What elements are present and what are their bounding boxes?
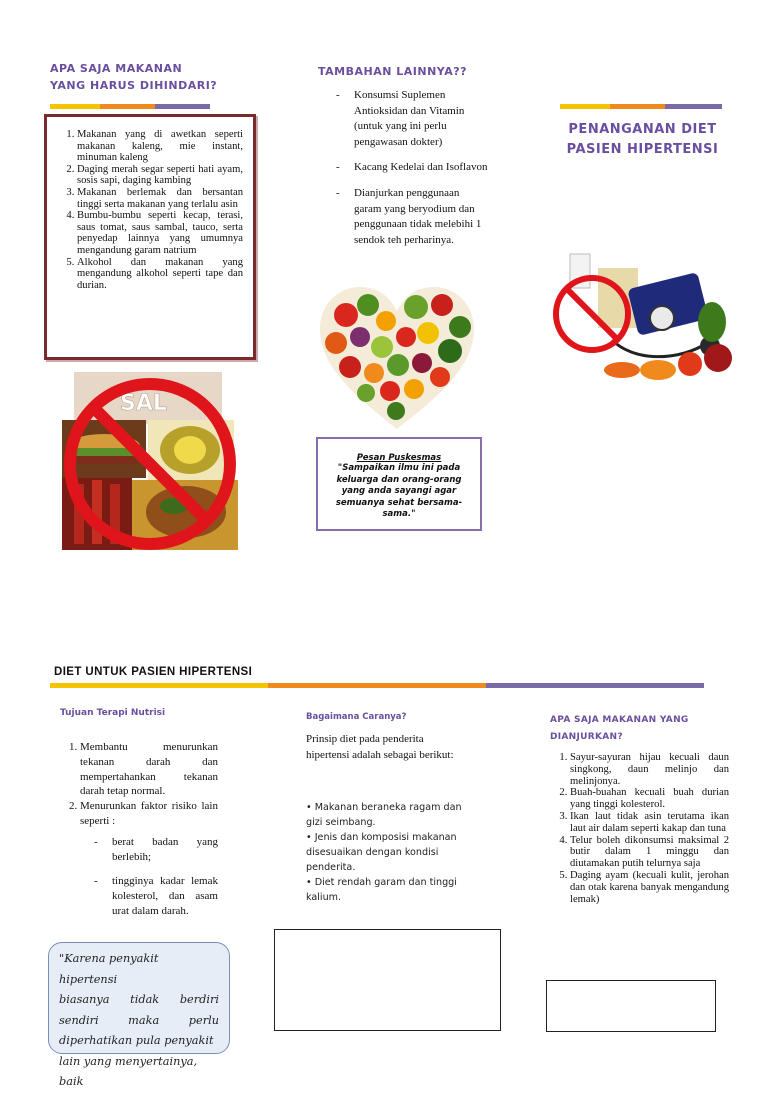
nutrition-goals-list xyxy=(58,740,218,829)
divider-bar xyxy=(486,683,704,688)
forbidden-foods-illustration xyxy=(62,372,238,550)
divider-bar xyxy=(155,104,210,109)
avoid-foods-heading: APA SAJA MAKANAN YANG HARUS DIHINDARI? xyxy=(50,62,218,92)
list-item: - berat badan yang berlebih; xyxy=(94,835,218,865)
list-item: 1. Membantu menurunkan tekanan darah dan mempertahankan tekanan darah tetap normal. xyxy=(80,740,218,799)
list-item: 2. Menurunkan faktor risiko lain seperti : xyxy=(80,799,218,829)
additional-heading: TAMBAHAN LAINNYA?? xyxy=(318,65,467,78)
empty-box xyxy=(274,929,501,1031)
divider-bar xyxy=(268,683,486,688)
list-item: 3. Makanan berlemak dan bersantan tinggi serta makanan yang terlalu asin xyxy=(77,187,243,210)
diet-principles xyxy=(306,800,466,905)
quote-line: sendiri maka perlu xyxy=(59,1013,219,1027)
diet-principle-intro: Prinsip diet pada penderita hipertensi adalah sebagai berikut: xyxy=(306,733,454,761)
vegetable-heart-illustration xyxy=(316,285,478,431)
how-to-heading: Bagaimana Caranya? xyxy=(306,712,407,722)
list-item: 4. Bumbu-bumbu seperti kecap, terasi, saus tomat, saus sambal, tauco, serta penyedap lainnya yang umumnya mengandung garam natrium xyxy=(77,210,243,256)
salt-label: SAL xyxy=(120,391,167,416)
divider-bar xyxy=(560,104,610,109)
message-title: Pesan Puskesmas xyxy=(356,453,442,463)
avoid-foods-list xyxy=(47,117,253,291)
quote-line: "Karena penyakit hipertensi xyxy=(59,952,159,986)
forbidden-foods-image xyxy=(62,372,238,550)
list-item: - Konsumsi Suplemen Antioksidan dan Vitamin (untuk yang ini perlu pengawasan dokter) xyxy=(336,88,488,150)
list-item: 2. Daging merah segar seperti hati ayam, sosis sapi, daging kambing xyxy=(77,164,243,187)
avoid-foods-box xyxy=(44,114,256,360)
nutrition-goals-heading: Tujuan Terapi Nutrisi xyxy=(60,708,166,718)
recommended-foods-heading: APA SAJA MAKANAN YANG DIANJURKAN? xyxy=(550,715,689,742)
list-item: - tingginya kadar lemak kolesterol, dan asam urat dalam darah. xyxy=(94,874,218,918)
list-item: 2. Buah-buahan kecuali buah durian yang tinggi kolesterol. xyxy=(570,787,729,811)
recommended-foods-list xyxy=(548,752,729,905)
risk-factors-list xyxy=(94,835,218,919)
vegetable-heart-image xyxy=(316,285,478,431)
divider-bar xyxy=(100,104,155,109)
quote-line: biasanya tidak berdiri xyxy=(59,993,219,1006)
message-box xyxy=(316,437,482,531)
additional-list xyxy=(336,88,488,258)
nutrition-goals xyxy=(58,740,218,929)
page2-header: DIET UNTUK PASIEN HIPERTENSI xyxy=(54,666,253,678)
list-item: • Makanan beraneka ragam dan gizi seimbang. xyxy=(306,802,462,828)
list-item: 1. Makanan yang di awetkan seperti makanan kaleng, mie instant, minuman kaleng xyxy=(77,129,243,164)
hypertension-diet-image xyxy=(552,250,732,390)
divider-bar xyxy=(50,104,100,109)
quote-line: lain yang menyertainya, baik xyxy=(59,1054,198,1088)
list-item: 1. Sayur-sayuran hijau kecuali daun singkong, daun melinjo dan melinjonya. xyxy=(570,752,729,787)
message-body: "Sampaikan ilmu ini pada keluarga dan orang-orang yang anda sayangi agar semuanya sehat bersama-sama." xyxy=(335,463,463,519)
blood-pressure-illustration xyxy=(552,250,732,390)
list-item: • Diet rendah garam dan tinggi kalium. xyxy=(306,877,457,903)
quote-text xyxy=(49,943,229,1093)
list-item: 5. Daging ayam (kecuali kulit, jerohan dan otak karena banyak mengandung lemak) xyxy=(570,870,729,905)
cover-title: PENANGANAN DIET PASIEN HIPERTENSI xyxy=(566,122,719,157)
divider-bar xyxy=(50,683,268,688)
list-item: 5. Alkohol dan makanan yang mengandung alkohol seperti tape dan durian. xyxy=(77,257,243,292)
quote-box xyxy=(48,942,230,1088)
divider-bar xyxy=(665,104,722,109)
list-item: - Dianjurkan penggunaan garam yang beryodium dan penggunaan tidak melebihi 1 sendok teh perharinya. xyxy=(336,186,488,248)
list-item: • Jenis dan komposisi makanan disesuaikan dengan kondisi penderita. xyxy=(306,832,457,873)
list-item: 4. Telur boleh dikonsumsi maksimal 2 butir dalam 1 minggu dan diutamakan putih telurnya saja xyxy=(570,835,729,870)
list-item: 3. Ikan laut tidak asin terutama ikan laut air dalam seperti kakap dan tuna xyxy=(570,811,729,835)
divider-bar xyxy=(610,104,665,109)
quote-line: diperhatikan pula penyakit xyxy=(59,1034,214,1047)
empty-box xyxy=(546,980,716,1032)
list-item: - Kacang Kedelai dan Isoflavon xyxy=(336,160,488,176)
